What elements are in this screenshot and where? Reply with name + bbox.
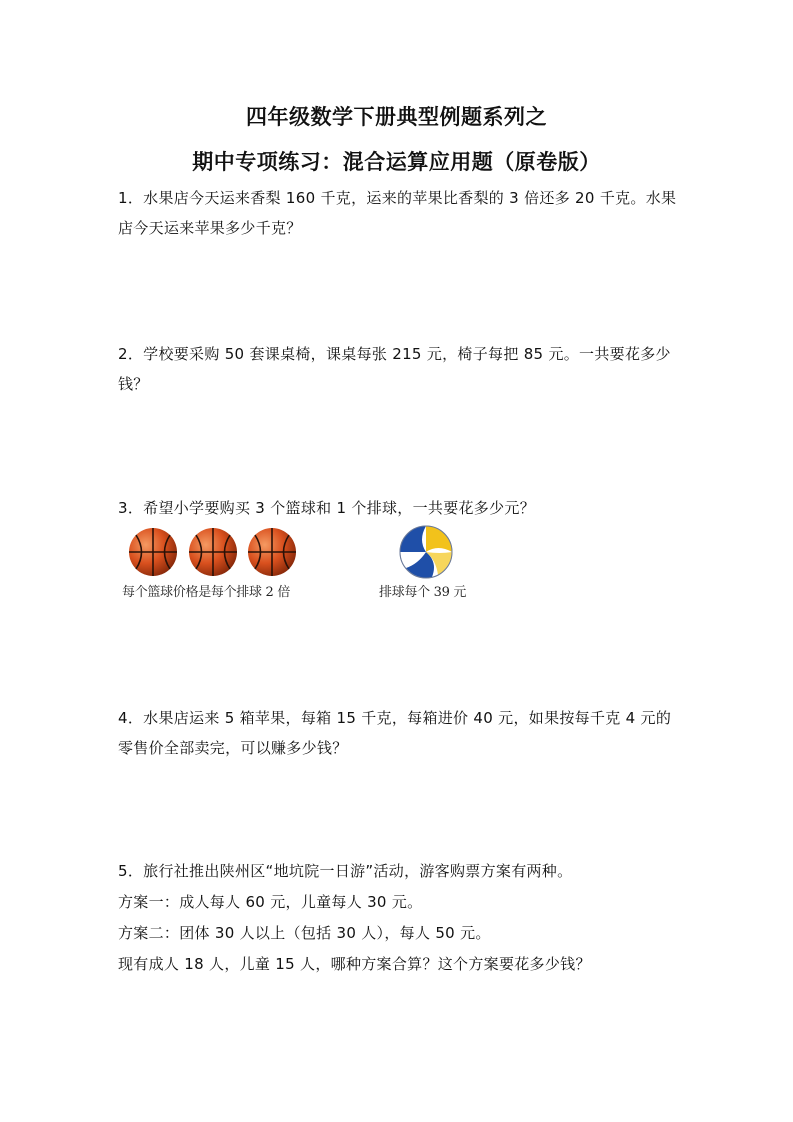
question-2-line1: 2．学校要采购 50 套课桌椅，课桌每张 215 元，椅子每把 85 元。一共要花多少 <box>118 345 671 363</box>
basketball-icon <box>127 526 179 578</box>
question-3-line1: 3．希望小学要购买 3 个篮球和 1 个排球，一共要花多少元？ <box>118 499 536 517</box>
basketball-icon <box>246 526 298 578</box>
question-1-line1: 1．水果店今天运来香梨 160 千克，运来的苹果比香梨的 3 倍还多 20 千克。水果 <box>118 189 677 207</box>
question-1 <box>118 183 678 243</box>
question-3 <box>118 493 678 523</box>
question-5 <box>118 856 678 980</box>
question-5-plan2: 方案二：团体 30 人以上（包括 30 人），每人 50 元。 <box>118 924 491 942</box>
volleyball-icon <box>398 524 454 580</box>
question-2-line2: 钱？ <box>118 375 149 393</box>
question-5-line1: 5．旅行社推出陕州区“地坑院一日游”活动，游客购票方案有两种。 <box>118 862 573 880</box>
volleyball-price-caption: 排球每个 39 元 <box>379 585 467 600</box>
question-5-plan1: 方案一：成人每人 60 元，儿童每人 30 元。 <box>118 893 423 911</box>
question-5-question: 现有成人 18 人，儿童 15 人，哪种方案合算？这个方案要花多少钱？ <box>118 955 591 973</box>
question-4-line2: 零售价全部卖完，可以赚多少钱？ <box>118 739 348 757</box>
document-title-line1: 四年级数学下册典型例题系列之 <box>246 105 547 129</box>
document-title-line2: 期中专项练习：混合运算应用题（原卷版） <box>192 150 601 174</box>
basketball-price-caption: 每个篮球价格是每个排球 2 倍 <box>122 585 291 600</box>
basketball-icon <box>187 526 239 578</box>
question-1-line2: 店今天运来苹果多少千克？ <box>118 219 302 237</box>
question-4-line1: 4．水果店运来 5 箱苹果，每箱 15 千克，每箱进价 40 元，如果按每千克 4 元的 <box>118 709 672 727</box>
question-2 <box>118 339 678 399</box>
question-4 <box>118 703 678 763</box>
